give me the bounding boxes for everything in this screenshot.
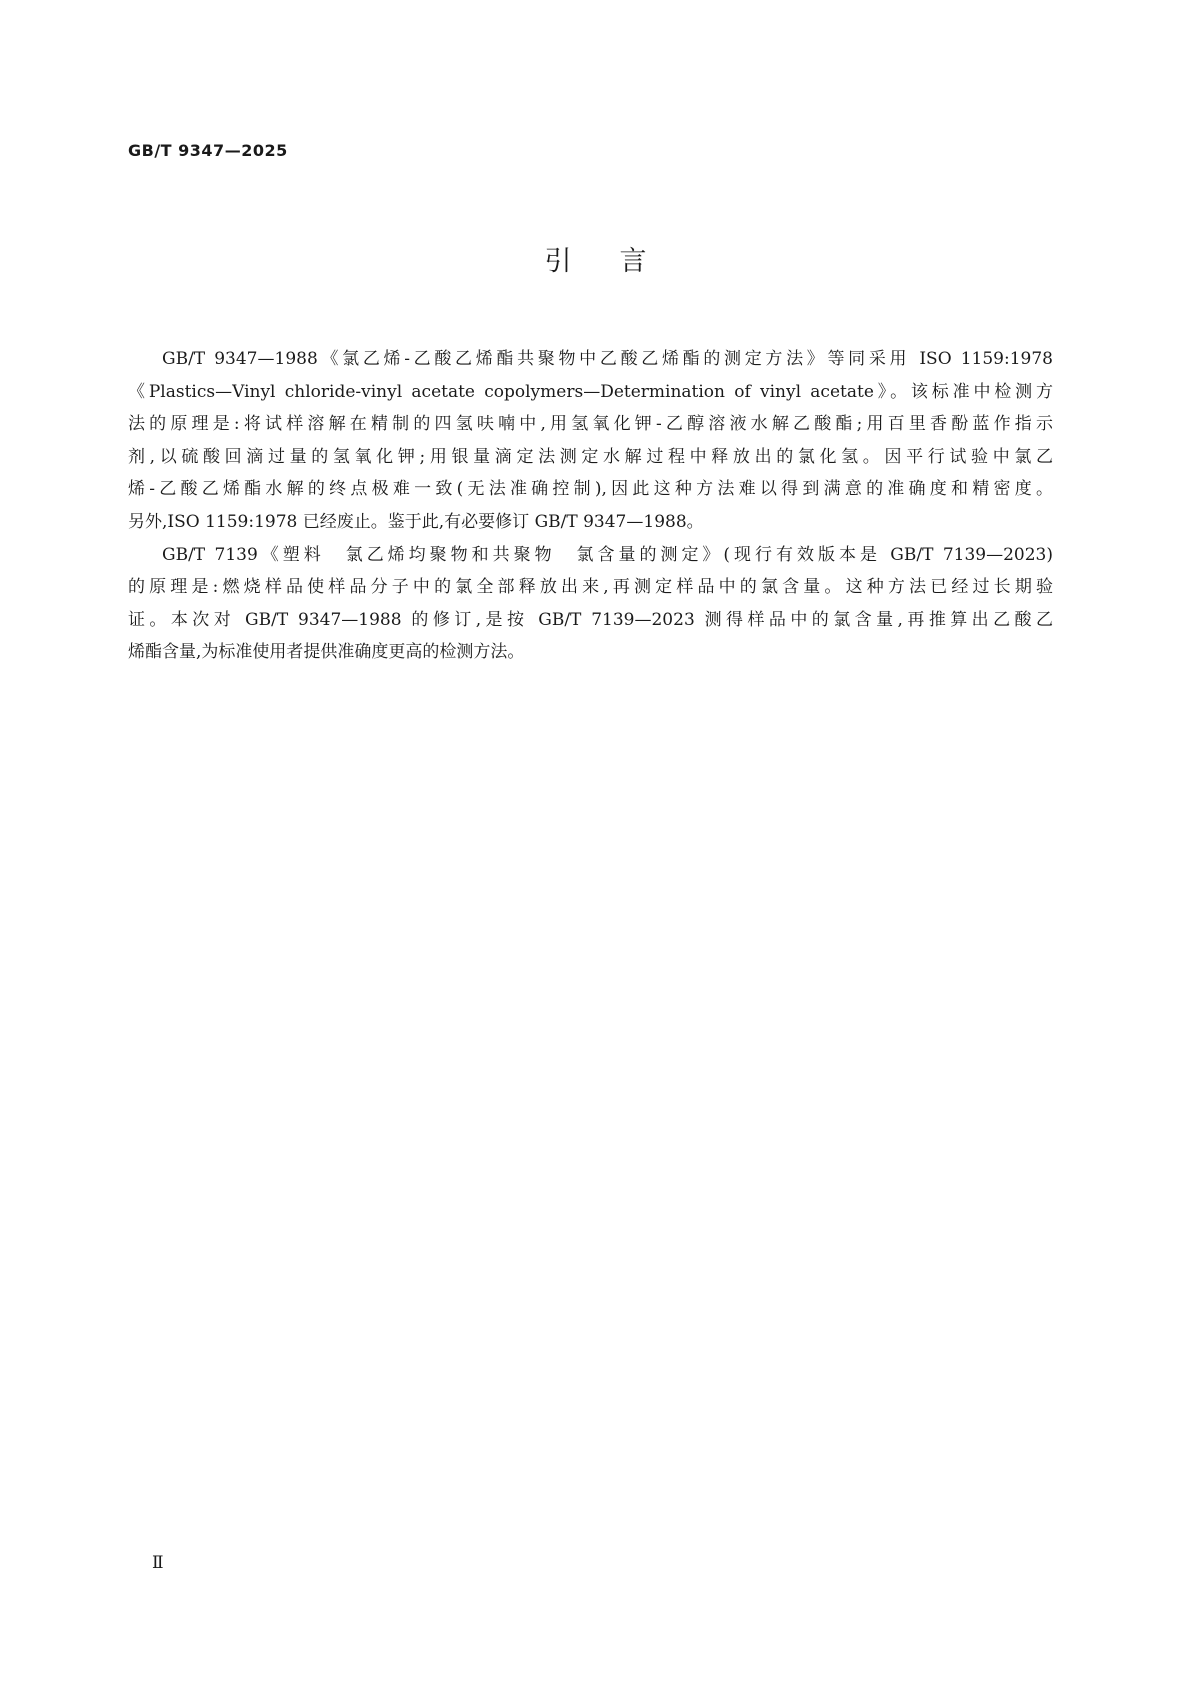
paragraph-2 [128,539,1053,669]
text-line: 剂,以硫酸回滴过量的氢氧化钾;用银量滴定法测定水解过程中释放出的氯化氢。因平行试验中氯乙 [128,446,1053,467]
document-code: GB/T 9347—2025 [128,141,288,160]
text-line: GB/T 9347—1988《氯乙烯-乙酸乙烯酯共聚物中乙酸乙烯酯的测定方法》等同采用 ISO 1159:1978 [162,349,1053,369]
paragraph-1 [128,343,1053,539]
text-line: 证。本次对 GB/T 9347—1988 的修订,是按 GB/T 7139—2023 测得样品中的氯含量,再推算出乙酸乙 [128,609,1053,630]
text-line: 法的原理是:将试样溶解在精制的四氢呋喃中,用氢氧化钾-乙醇溶液水解乙酸酯;用百里香酚蓝作指示 [128,414,1053,435]
page-number: Ⅱ [152,1553,164,1573]
section-title: 引言 [544,246,695,277]
text-line: GB/T 7139《塑料 氯乙烯均聚物和共聚物 氯含量的测定》(现行有效版本是 GB/T 7139—2023) [162,544,1053,565]
text-line: 《Plastics—Vinyl chloride-vinyl acetate copolymers—Determination of vinyl acetate》。该标准中检测方 [128,381,1053,402]
text-line: 另外,ISO 1159:1978 已经废止。鉴于此,有必要修订 GB/T 9347—1988。 [128,511,704,532]
text-line: 烯-乙酸乙烯酯水解的终点极难一致(无法准确控制),因此这种方法难以得到满意的准确度和精密度。 [128,479,1053,500]
text-line: 的原理是:燃烧样品使样品分子中的氯全部释放出来,再测定样品中的氯含量。这种方法已经过长期验 [128,577,1053,598]
text-line: 烯酯含量,为标准使用者提供准确度更高的检测方法。 [128,642,525,663]
body-text [128,343,1053,669]
